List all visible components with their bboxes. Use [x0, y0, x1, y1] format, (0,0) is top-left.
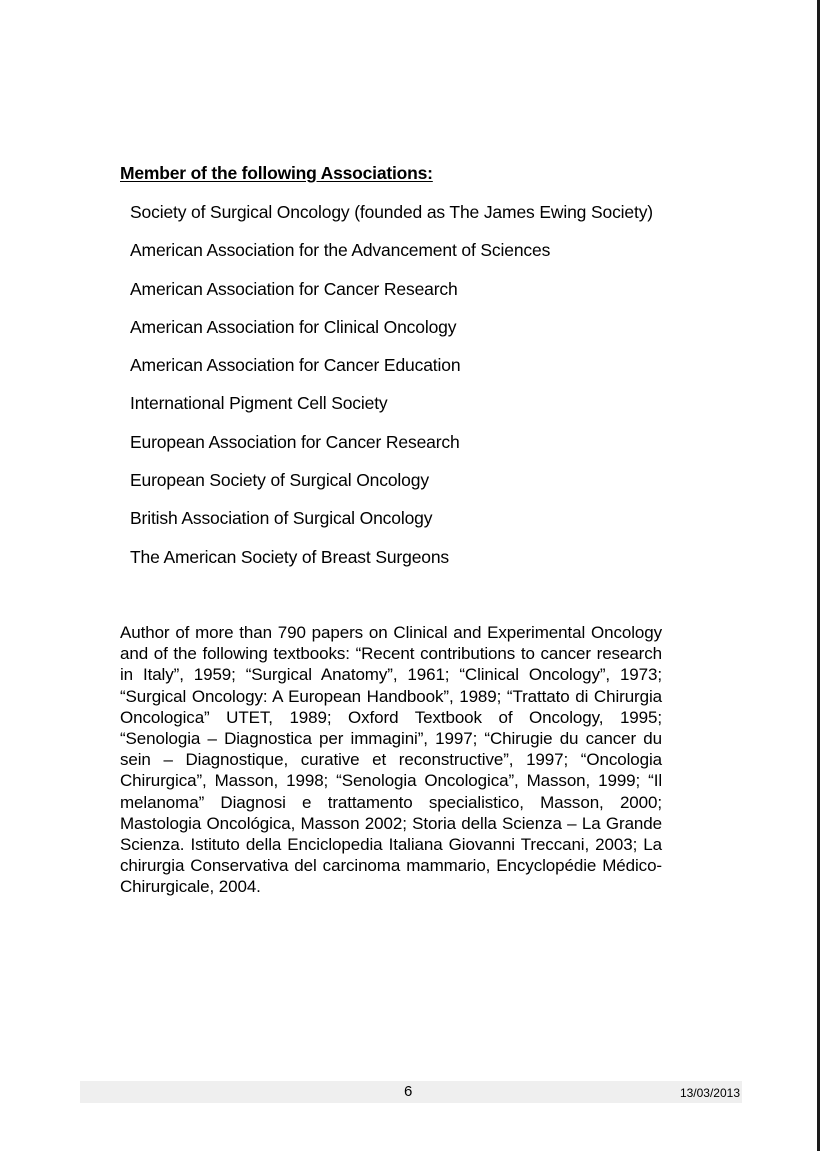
association-item: American Association for Cancer Education: [130, 355, 461, 376]
author-bio-paragraph: Author of more than 790 papers on Clinical and Experimental Oncology and of the following textbooks: “Recent contributions to cancer research in Italy”, 1959; “Surgical Anatomy”, 1961; “Clinical Oncology”, 1973; “Surgical Oncology: A European Handbook”, 1989; “Trattato di Chirurgia Oncologica” UTET, 1989; Oxford Textbook of Oncology, 1995; “Senologia – Diagnostica per immagini”, 1997; “Chirugie du cancer du sein – Diagnostique, curative et reconstructive”, 1997; “Oncologia Chirurgica”, Masson, 1998; “Senologia Oncologica”, Masson, 1999; “Il melanoma” Diagnosi e trattamento specialistico, Masson, 2000; Mastologia Oncológica, Masson 2002; Storia della Scienza – La Grande Scienza. Istituto della Enciclopedia Italiana Giovanni Treccani, 2003; La chirurgia Conservativa del carcinoma mammario, Encyclopédie Médico-Chirurgicale, 2004.: [120, 623, 662, 897]
page-number: 6: [404, 1083, 413, 1100]
association-item: American Association for Cancer Research: [130, 278, 458, 299]
association-item: European Association for Cancer Research: [130, 431, 460, 452]
association-item: British Association of Surgical Oncology: [130, 508, 433, 529]
association-item: American Association for the Advancement of Sciences: [130, 240, 551, 261]
associations-list: [130, 201, 653, 584]
association-item: Society of Surgical Oncology (founded as The James Ewing Society): [130, 202, 653, 222]
association-item: European Society of Surgical Oncology: [130, 470, 429, 491]
association-item: American Association for Clinical Oncology: [130, 316, 457, 337]
footer-date: 13/03/2013: [679, 1086, 740, 1100]
association-item: The American Society of Breast Surgeons: [130, 546, 450, 567]
association-item: International Pigment Cell Society: [130, 393, 388, 414]
associations-heading: Member of the following Associations:: [120, 163, 433, 183]
